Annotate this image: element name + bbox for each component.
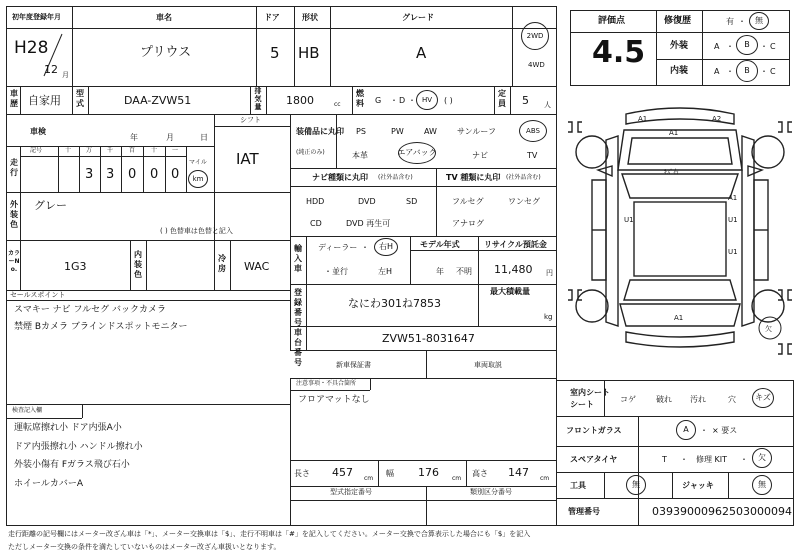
diagram-mark: 欠 [765,325,772,333]
inspection-notes-line: ドア内張擦れ小 ハンドル擦れ小 [14,442,143,452]
tools-value-circle: 無 [626,475,646,495]
sales-point-label: セールスポイント [10,291,66,299]
ac-value: WAC [244,260,270,273]
management-label: 管理番号 [568,507,600,516]
import-dealer: ディーラー [318,243,358,252]
tv-oneseg: ワンセグ [508,197,540,206]
equipment-label: 装備品に丸印 [296,127,344,136]
divider [250,86,251,114]
divider [306,236,307,284]
mileage-digit: 0 [171,167,180,182]
diagram-mark: U1 [728,248,738,256]
divider [702,10,703,86]
divider [436,168,437,236]
equip-leather: 本革 [352,151,368,160]
divider [556,498,794,499]
diagram-mark: U1 [624,216,634,224]
seat-stain: 汚れ [690,395,706,404]
divider [556,472,794,473]
inspection-day-unit: 日 [200,133,208,142]
divider [100,146,101,192]
navi-cd: CD [310,219,322,228]
divider [266,86,267,114]
row1-header-line [6,28,557,29]
height-label: 高さ [472,469,488,478]
car-damage-diagram [562,100,798,375]
divider [143,146,144,192]
shift-label: シフト [240,116,261,124]
width-label: 幅 [386,469,394,478]
shift-value: IAT [236,150,259,168]
mileage-digit: 3 [106,167,115,182]
divider [672,472,673,498]
usage-value: 自家用 [28,94,61,107]
jack-label: ジャッキ [682,481,714,490]
divider [79,146,80,192]
navi-dvd-play: DVD 再生可 [346,219,391,228]
capacity-label: 定員 [498,89,506,108]
registration-label: 登録番号 [294,288,302,327]
divider [512,6,513,86]
divider [58,146,59,192]
import-parallel: 並行 [332,267,348,276]
diagram-center-mark: ｷｽﾞ右 [664,169,680,176]
inspection-notes-label: 検査記入欄 [12,407,43,414]
fuel-g: G [375,96,382,105]
tv-label: TV 種類に丸印 [446,173,501,182]
shape-label: 形状 [302,13,318,22]
divider [290,390,370,391]
mileage-digit: 0 [150,167,159,182]
divider [290,378,557,379]
drive-2wd-circle: 2WD [521,22,549,50]
divider [604,472,605,498]
divider [494,86,495,114]
grade-value: A [416,44,427,62]
vehicle-manual: 車両取説 [474,361,502,369]
divider [72,86,73,114]
spare-tire-missing-circle: 欠 [752,448,772,468]
divider [330,6,331,86]
color-no-label: カラーNo. [8,250,21,273]
divider [290,460,557,461]
mileage-unit: 万 [86,147,93,154]
divider [478,236,479,284]
divider [121,146,122,192]
recycle-unit: 円 [546,269,553,277]
model-label: 型式 [76,89,84,108]
divider [410,250,557,251]
divider [656,59,790,60]
tv-analog: アナログ [452,219,484,228]
chassis-value: ZVW51-8031647 [382,332,475,345]
divider [656,32,790,33]
fuel-hv-circle: HV [416,90,438,110]
diagram-mark: A1 [669,129,679,137]
mileage-label: 走行 [10,158,18,177]
fuel-label: 燃料 [356,89,364,108]
interior-label: 内装 [670,66,689,76]
divider [130,240,131,290]
ac-label: 冷房 [218,254,226,273]
seat-burn: コゲ [620,395,636,404]
diagram-mark: A1 [728,194,738,202]
seat-scratch-circle: キズ [752,388,774,408]
month-unit: 月 [62,71,69,79]
car-name-label: 車名 [156,13,172,22]
divider [510,86,511,114]
height-value: 147 [508,466,529,479]
drive-4wd: 4WD [528,61,545,69]
divider [466,460,467,486]
navi-dvd: DVD [358,197,376,206]
length-unit: cm [364,475,374,482]
divider [290,284,557,285]
divider [290,186,557,187]
mileage-unit: 一 [172,147,179,154]
interior-color-label: 内装色 [134,250,142,279]
mileage-digit: 0 [128,167,137,182]
mileage-symbol-label: 記号 [30,147,43,154]
interior-seat-label: 室内シート [570,388,610,397]
divider [378,460,379,486]
diagram-mark: U1 [728,216,738,224]
repair-no-circle: 無 [749,12,769,30]
diagram-mark: A1 [638,115,648,123]
divider [290,168,557,169]
divider [88,86,89,114]
management-value: 03939000962503000094 [652,505,792,518]
divider [20,86,21,114]
spare-tire-label: スペアタイヤ [570,455,618,464]
height-unit: cm [540,475,550,482]
import-left-handle: 左H [378,267,393,276]
equip-navi: ナビ [472,151,488,160]
diagram-mark: A1 [674,314,684,322]
divider [290,378,291,526]
rating-label: 評価点 [598,16,626,26]
divider [214,240,215,290]
navi-sub: (社外品含む) [378,174,413,181]
divider [426,350,427,378]
equip-abs-circle: ABS [519,120,547,142]
divider [352,86,353,114]
exterior-label: 外装 [670,41,689,51]
color-label: 外装色 [10,200,18,229]
color-value: グレー [34,199,67,212]
divider [230,240,231,290]
km-circle: km [188,170,208,188]
footer-note-line2: ただしメーター交換の条件を満たしていないものはメーター改ざん車扱いとなります。 [8,543,281,551]
divider [6,240,290,241]
diagram-mark: A2 [712,115,722,123]
color-note: ( ) 色替車は色替と記入 [160,227,233,235]
divider [556,416,794,417]
max-load-unit: kg [544,313,553,321]
divider [638,416,639,526]
equip-tv: TV [527,151,538,160]
chassis-label: 車台番号 [294,328,302,367]
model-value: DAA-ZVW51 [124,94,192,107]
fuel-paren: ( ) [444,96,453,105]
seat-hole: 穴 [728,395,736,404]
mile-label: マイル [189,159,207,166]
equip-ps: PS [356,127,366,136]
divider [290,500,557,501]
divider [290,326,557,327]
inspection-year-unit: 年 [130,133,138,142]
inspection-month-unit: 月 [166,133,174,142]
divider [410,236,411,284]
spare-tire-kit: 修理 KIT [696,455,728,464]
model-year-unit: 年 [436,267,444,276]
divider [20,192,21,240]
divider [256,6,257,86]
inspection-notes-line: 運転席擦れ小 ドア内張A小 [14,423,122,433]
repair-history-label: 修復歴 [664,16,692,26]
new-car-warranty: 新車保証書 [336,361,371,369]
divider [6,192,290,193]
mileage-digit: 3 [85,167,94,182]
navi-label: ナビ種類に丸印 [312,173,368,182]
divider [604,380,605,416]
width-value: 176 [418,466,439,479]
disp-label: 排気量 [254,87,262,111]
sales-point-line: 禁煙 Bカメラ ブラインドスポットモニター [14,322,188,332]
fuel-d: D [399,96,406,105]
car-name-value: プリウス [140,45,192,60]
recycle-label: リサイクル預託金 [484,240,547,249]
equip-aw: AW [424,127,437,136]
tv-sub: (社外品含む) [506,174,541,181]
divider [146,240,147,290]
capacity-unit: 人 [544,101,551,109]
equip-pw: PW [391,127,404,136]
interior-b-circle: B [736,60,758,82]
interior-a: A [714,67,720,76]
sales-point-line: スマキー ナビ フルセグ バックカメラ [14,305,167,315]
import-label: 輸入車 [294,244,302,273]
divider [656,10,657,86]
windshield-a-circle: A [676,420,696,440]
divider [6,300,290,301]
exterior-a: A [714,42,720,51]
divider [20,156,186,157]
exterior-c: C [770,42,776,51]
mileage-unit: 千 [107,147,114,154]
divider [290,486,557,487]
divider [6,404,290,405]
equip-sunroof: サンルーフ [457,127,496,136]
footer-note-line1: 走行距離の記号欄にはメーター改ざん車は「*」、メーター交換車は「$」、走行不明車は「#」を記入してください。メーター交換で合算表示した場合にも「$」を記入 [8,530,531,538]
windshield-label: フロントガラス [566,426,622,435]
max-load-label: 最大積載量 [490,287,530,296]
divider [370,378,371,390]
mileage-unit: 十 [151,147,158,154]
year-label: 初年度登録年月 [12,13,61,21]
navi-hdd: HDD [306,197,325,206]
divider [6,114,557,115]
exterior-b-circle: B [736,35,758,55]
interior-c: C [770,67,776,76]
color-no-value: 1G3 [64,260,87,273]
length-value: 457 [332,466,353,479]
length-label: 長さ [294,469,310,478]
divider [306,284,307,350]
divider [20,240,21,290]
windshield-replace: × 要ス [712,426,738,435]
shape-value: HB [298,44,320,62]
import-right-handle-circle: 右H [374,238,398,256]
divider [290,114,291,350]
class-number-label: 類別区分番号 [470,488,512,496]
year-value: H28 [14,38,49,58]
rating-value: 4.5 [592,35,646,70]
equipment-sub-label: (純正のみ) [296,149,325,156]
jack-value-circle: 無 [752,475,772,495]
divider [556,446,794,447]
divider [82,404,83,418]
registration-value: なにわ301ね7853 [348,297,441,310]
divider [186,146,187,192]
divider [20,146,21,192]
tv-fullseg: フルセグ [452,197,484,206]
divider [6,418,82,419]
divider [165,146,166,192]
divider [72,6,73,86]
inspection-notes-line: 外装小傷有 Fガラス飛び石小 [14,460,130,470]
disp-unit: cc [334,101,341,108]
type-designation-label: 型式指定番号 [330,488,372,496]
tools-label: 工具 [570,481,586,490]
equip-airbag-circle: エアバック [398,142,436,164]
divider [214,126,290,127]
disp-value: 1800 [286,94,314,107]
month-value: 12 [44,63,58,76]
divider [728,472,729,498]
divider [478,284,479,326]
divider [570,32,656,33]
repair-yes: 有 [726,17,734,26]
seat-tear: 破れ [656,395,672,404]
spare-tire-t: T [662,455,667,464]
usage-label: 車歴 [10,89,18,108]
mileage-unit: 百 [129,147,136,154]
width-unit: cm [452,475,462,482]
inspection-notes-line: ホイールカバーA [14,479,83,489]
capacity-value: 5 [522,94,529,107]
recycle-value: 11,480 [494,263,533,276]
divider [336,114,337,168]
model-year-label: モデル年式 [420,240,460,249]
door-label: ドア [264,13,280,22]
navi-sd: SD [406,197,418,206]
door-value: 5 [270,44,280,62]
notes-label: 注意事項・不具合箇所 [296,380,357,387]
inspection-label: 車検 [30,127,46,136]
notes-value: フロアマットなし [298,395,370,405]
grade-label: グレード [402,13,434,22]
divider [294,6,295,86]
model-year-value: 不明 [456,267,472,276]
divider [290,236,557,237]
divider [290,350,557,351]
mileage-unit: 十 [65,147,72,154]
divider [426,486,427,526]
